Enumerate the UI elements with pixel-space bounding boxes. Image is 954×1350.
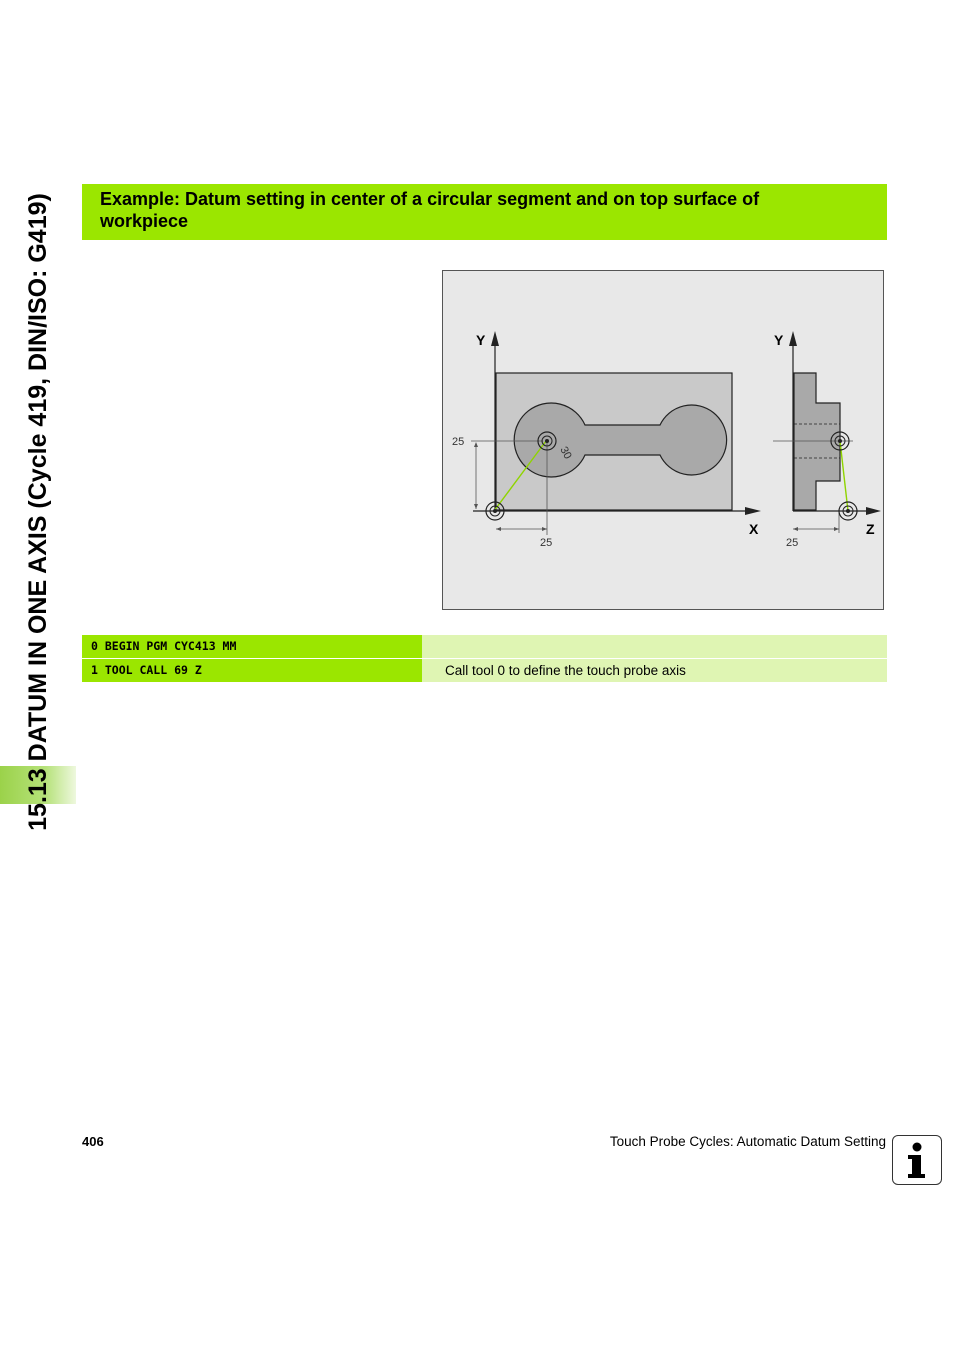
dim-arrow-x-right (542, 527, 547, 531)
nc-code: 1 TOOL CALL 69 Z (82, 659, 422, 682)
dim-x-value: 25 (540, 537, 553, 549)
nc-comment (422, 635, 887, 658)
workpiece-figure (442, 270, 884, 610)
right-y-label: Y (774, 332, 784, 348)
nc-program-row (82, 635, 887, 658)
chapter-title: 15.13 DATUM IN ONE AXIS (Cycle 419, DIN/ISO: G419) (24, 193, 52, 831)
nc-code: 0 BEGIN PGM CYC413 MM (82, 635, 422, 658)
dim-arrow-y-top (474, 442, 478, 447)
footer-section-title: Touch Probe Cycles: Automatic Datum Setting (609, 1134, 886, 1149)
right-z-label: Z (866, 521, 875, 537)
right-y-axis-arrow (789, 331, 797, 346)
nc-program-row (82, 659, 887, 682)
dim-arrow-x-left (496, 527, 501, 531)
left-y-label: Y (476, 332, 486, 348)
example-title-line2: workpiece (100, 211, 189, 231)
left-x-axis-arrow (745, 507, 761, 515)
dim-y-value: 25 (452, 436, 465, 448)
probe-path-right (840, 441, 848, 511)
nc-comment: Call tool 0 to define the touch probe axis (422, 659, 887, 682)
left-x-label: X (749, 521, 759, 537)
workpiece-side-profile (794, 373, 840, 510)
example-title-line1: Example: Datum setting in center of a circular segment and on top surface of (100, 189, 760, 209)
right-z-axis-arrow (866, 507, 881, 515)
workpiece-drawing (443, 271, 883, 609)
radius-value: 30 (557, 444, 574, 462)
page-number: 406 (82, 1134, 104, 1149)
info-icon (892, 1135, 942, 1185)
dim-arrow-y-bottom (474, 504, 478, 509)
example-header (82, 184, 887, 240)
dim-z-value: 25 (786, 537, 799, 549)
left-y-axis-arrow (491, 331, 499, 346)
